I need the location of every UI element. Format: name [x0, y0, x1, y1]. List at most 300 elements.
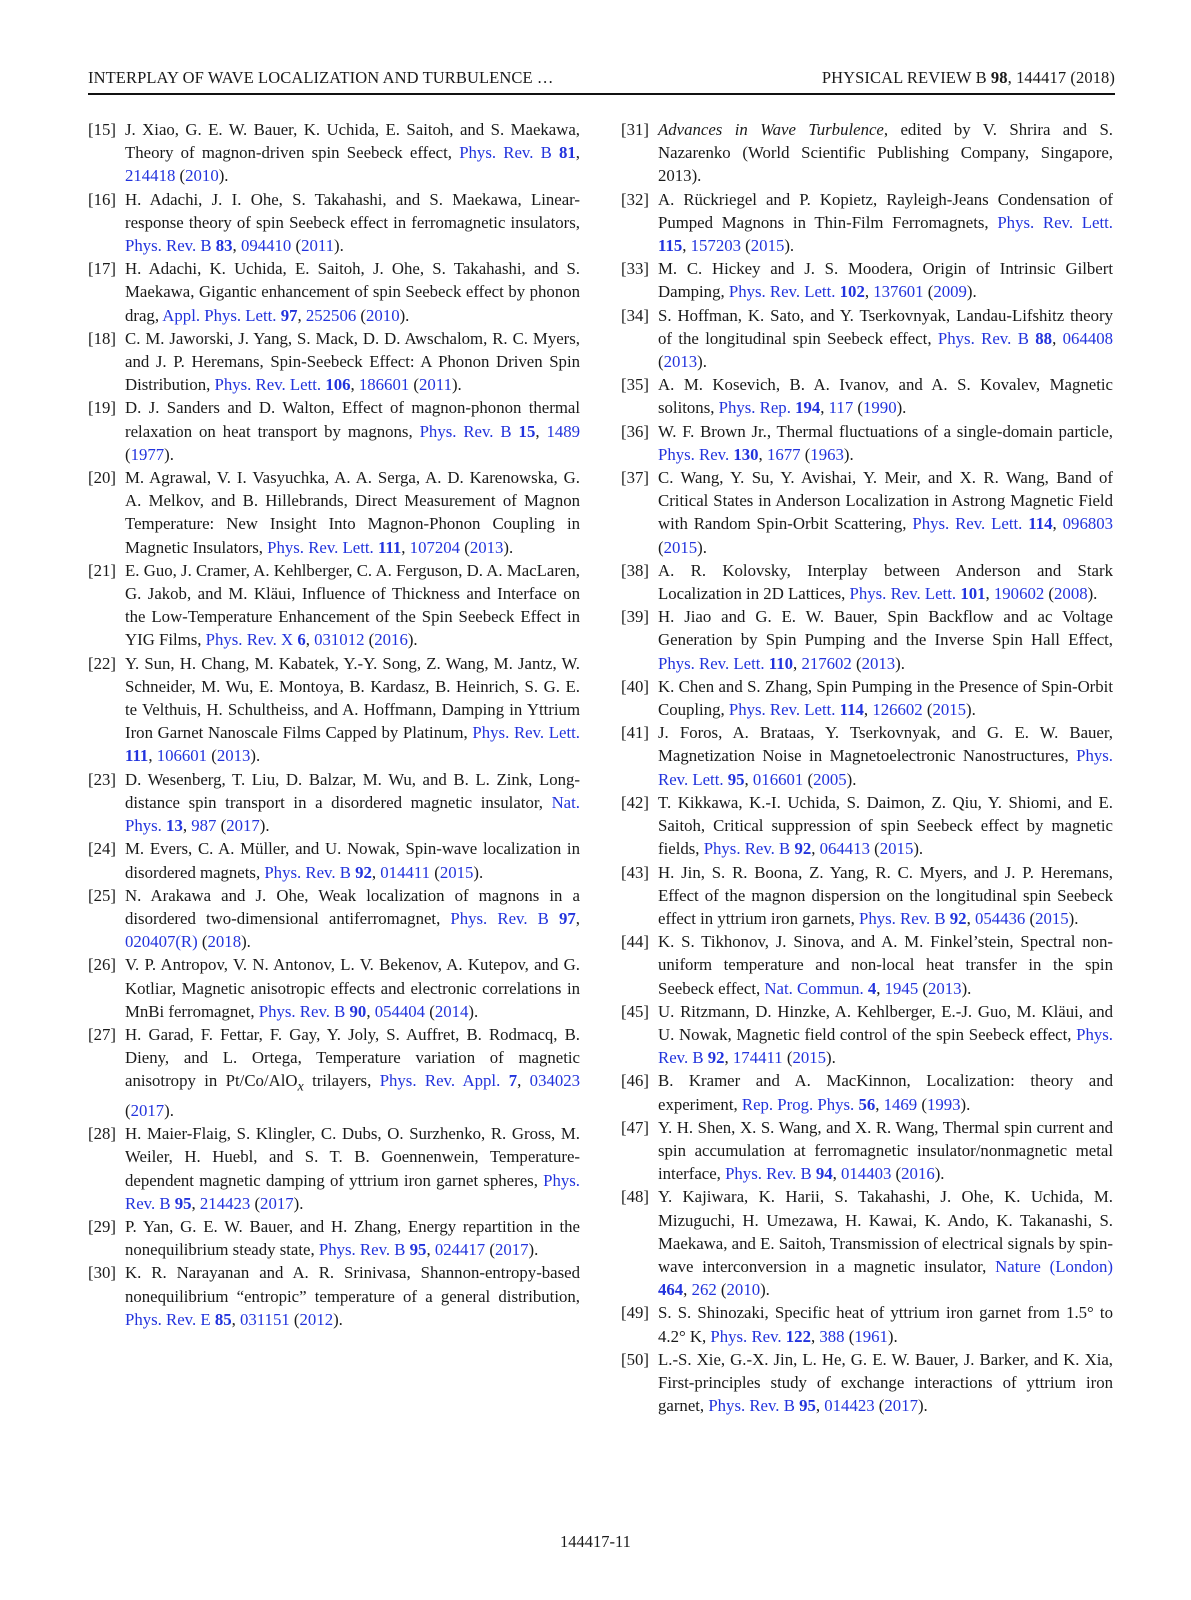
citation-link[interactable]: 1961 — [854, 1326, 888, 1346]
reference-text: ). — [451, 375, 462, 395]
volume-link[interactable]: 111 — [125, 746, 149, 766]
reference-text: L.-S. Xie, G.-X. Jin, L. He, G. E. W. Bauer, J. Barker, and K. Xia, First-principles study of exchange interactions of yttrium iron garnet, — [658, 1349, 1113, 1416]
volume-link[interactable]: 464 — [658, 1280, 684, 1300]
citation-link[interactable]: Phys. Rev. Lett. — [472, 723, 580, 743]
citation-link[interactable]: Nat. Phys. — [125, 792, 580, 836]
reference-text: ). — [164, 1100, 174, 1120]
reference-number: [17] — [88, 259, 116, 279]
citation-link[interactable]: Phys. Rev. X — [205, 630, 298, 650]
reference-text: ). — [826, 1048, 836, 1068]
citation-link[interactable]: Appl. Phys. Lett. — [162, 305, 281, 325]
citation-link[interactable]: 2015 — [792, 1048, 826, 1068]
reference-text: , — [683, 1280, 692, 1300]
reference-text: H. Jin, S. R. Boona, Z. Yang, R. C. Myers, and J. P. Heremans, Effect of the magnon dispersion on the longitudinal spin Seebeck effect in yttrium iron garnets, — [658, 862, 1113, 928]
citation-link[interactable]: 1963 — [810, 444, 844, 464]
citation-link[interactable]: 094410 — [240, 236, 292, 256]
running-title: INTERPLAY OF WAVE LOCALIZATION AND TURBULENCE … — [88, 68, 554, 87]
volume-link[interactable]: 92 — [355, 862, 372, 882]
volume-link[interactable]: 4 — [867, 978, 877, 998]
citation-link[interactable]: Phys. Rev. Lett. — [728, 700, 840, 720]
citation-link[interactable]: 2013 — [663, 352, 698, 372]
reference-entry — [621, 861, 1113, 931]
reference-text: ( — [409, 375, 420, 395]
reference-text: A. M. Kosevich, B. A. Ivanov, and A. S. Kovalev, Magnetic solitons, — [658, 375, 1113, 418]
volume-link[interactable]: 83 — [215, 236, 233, 256]
reference-entry — [621, 675, 1113, 721]
citation-link[interactable]: Phys. Rev. B — [859, 908, 950, 928]
reference-entry — [621, 188, 1113, 258]
citation-link[interactable]: 107204 — [409, 537, 461, 557]
volume-link[interactable]: 194 — [795, 398, 821, 418]
reference-text: ). — [399, 305, 410, 325]
reference-number: [34] — [621, 305, 649, 325]
reference-entry — [88, 396, 580, 466]
reference-entry — [88, 652, 580, 768]
citation-link[interactable]: 2015 — [663, 537, 698, 557]
reference-entry — [88, 768, 580, 838]
citation-link[interactable]: 2016 — [374, 630, 408, 650]
reference-entry — [621, 466, 1113, 559]
reference-text: ). — [407, 630, 418, 650]
reference-text: , — [297, 305, 306, 325]
citation-link[interactable]: 117 — [828, 398, 854, 418]
citation-link[interactable]: 1993 — [926, 1094, 961, 1114]
reference-text: ). — [473, 862, 484, 882]
volume-link[interactable]: 81 — [559, 143, 576, 163]
reference-number: [47] — [621, 1117, 649, 1137]
reference-text: ( — [874, 1396, 885, 1416]
reference-text: ). — [887, 1326, 898, 1346]
volume-link[interactable]: 114 — [1028, 514, 1053, 534]
citation-link[interactable]: Phys. Rev. B — [703, 839, 795, 859]
reference-text: , — [232, 236, 241, 256]
reference-number: [36] — [621, 421, 649, 441]
citation-link[interactable]: Phys. Rev. Lett. — [658, 653, 769, 673]
citation-link[interactable]: Phys. Rev. B — [725, 1164, 816, 1184]
reference-entry — [621, 791, 1113, 861]
reference-entry — [88, 953, 580, 1023]
citation-link[interactable]: 217602 — [801, 653, 852, 673]
citation-link[interactable]: 016601 — [752, 769, 804, 789]
reference-text: ( — [1044, 584, 1055, 604]
references-column-left — [88, 118, 580, 1331]
reference-number: [29] — [88, 1216, 116, 1236]
volume-link[interactable]: 110 — [768, 653, 794, 673]
citation-link[interactable]: 064408 — [1062, 328, 1113, 348]
citation-link[interactable]: 987 — [191, 816, 217, 836]
reference-text: ). — [846, 769, 857, 789]
reference-entry — [621, 721, 1113, 791]
reference-text: ). — [1087, 584, 1098, 604]
citation-link[interactable]: 2017 — [494, 1240, 529, 1260]
citation-link[interactable]: 2010 — [726, 1280, 761, 1300]
volume-link[interactable]: 7 — [508, 1071, 518, 1091]
reference-text: ( — [356, 305, 367, 325]
reference-text: , — [231, 1309, 240, 1329]
citation-link[interactable]: 2010 — [366, 305, 400, 325]
reference-entry — [88, 884, 580, 954]
article-number-year: , 144417 (2018) — [1007, 68, 1115, 87]
reference-text: ( — [460, 537, 470, 557]
reference-entry — [621, 559, 1113, 605]
reference-entry — [621, 420, 1113, 466]
reference-text: ( — [364, 630, 375, 650]
citation-link[interactable]: Rep. Prog. Phys. — [741, 1094, 859, 1114]
volume-link[interactable]: 111 — [377, 537, 402, 557]
citation-link[interactable]: 024417 — [434, 1240, 486, 1260]
journal-volume: 98 — [990, 68, 1008, 87]
reference-text: , — [864, 282, 874, 302]
reference-entry — [88, 1261, 580, 1331]
reference-text: ( — [716, 1280, 727, 1300]
citation-link[interactable]: 2017 — [884, 1396, 918, 1416]
citation-link[interactable]: Phys. Rev. Lett. — [849, 584, 961, 604]
volume-link[interactable]: 15 — [518, 421, 536, 441]
citation-link[interactable]: 1990 — [863, 398, 897, 418]
volume-link[interactable]: 88 — [1035, 328, 1053, 348]
citation-link[interactable]: 2016 — [901, 1164, 935, 1184]
citation-link[interactable]: 2018 — [207, 932, 242, 952]
citation-link[interactable]: 2015 — [750, 236, 785, 256]
reference-entry — [88, 1215, 580, 1261]
citation-link[interactable]: 2013 — [861, 653, 896, 673]
reference-text: ( — [425, 1001, 435, 1021]
reference-text: ). — [468, 1001, 479, 1021]
volume-link[interactable]: 94 — [815, 1164, 833, 1184]
reference-text: J. Xiao, G. E. W. Bauer, K. Uchida, E. Saitoh, and S. Maekawa, Theory of magnon-driven spin Seebeck effect, — [125, 120, 580, 163]
volume-link[interactable]: 6 — [297, 630, 306, 650]
citation-link[interactable]: 1469 — [883, 1094, 918, 1114]
reference-text: K. R. Narayanan and A. R. Srinivasa, Shannon-entropy-based nonequilibrium “entropic” temperature of a general distribution, — [125, 1263, 580, 1306]
citation-link[interactable]: 126602 — [872, 700, 923, 720]
reference-text: , — [815, 1396, 825, 1416]
citation-link[interactable]: 1677 — [766, 444, 801, 464]
reference-text: K. S. Tikhonov, J. Sinova, and A. M. Finkel’stein, Spectral non-uniform temperature and non-local heat transfer in the spin Seebeck effect, — [658, 932, 1113, 998]
italic-text: Advances in Wave Turbulence — [658, 120, 884, 139]
citation-link[interactable]: Phys. Rev. — [658, 444, 734, 464]
citation-link[interactable]: 054436 — [974, 908, 1026, 928]
citation-link[interactable]: 1489 — [546, 421, 581, 441]
citation-link[interactable]: Phys. Rev. Lett. — [728, 282, 840, 302]
reference-text: ( — [125, 444, 131, 464]
reference-text: T. Kikkawa, K.-I. Uchida, S. Daimon, Z. Qiu, Y. Shiomi, and E. Saitoh, Critical suppression of spin Seebeck effect by magnetic fields, — [658, 792, 1113, 859]
citation-link[interactable]: Phys. Rev. B — [318, 1240, 410, 1260]
citation-link[interactable]: 106601 — [156, 746, 208, 766]
citation-link[interactable]: Phys. Rev. B — [450, 908, 560, 928]
reference-text: , — [863, 700, 873, 720]
citation-link[interactable]: Phys. Rev. Lett. — [997, 212, 1114, 232]
citation-link[interactable]: Phys. Rev. B — [258, 1001, 350, 1021]
reference-text: ( — [1025, 908, 1036, 928]
reference-text: ). — [913, 839, 924, 859]
citation-link[interactable]: Phys. Rev. B — [419, 421, 519, 441]
reference-text: ). — [1068, 908, 1079, 928]
reference-text: W. F. Brown Jr., Thermal fluctuations of a single-domain particle, — [658, 421, 1113, 441]
reference-text: U. Ritzmann, D. Hinzke, A. Kehlberger, E.-J. Guo, M. Kläui, and U. Nowak, Magnetic field control of the spin Seebeck effect, — [658, 1001, 1113, 1044]
reference-text: J. Foros, A. Brataas, Y. Tserkovnyak, and G. E. W. Bauer, Magnetization Noise in Magnetoelectronic Nanostructures, — [658, 723, 1113, 766]
citation-link[interactable]: Nature (London) — [995, 1256, 1114, 1276]
citation-link[interactable]: Phys. Rep. — [718, 398, 796, 418]
reference-entry — [621, 257, 1113, 303]
citation-link[interactable]: 2015 — [1035, 908, 1069, 928]
reference-text: ( — [782, 1048, 793, 1068]
reference-text: ). — [966, 282, 977, 302]
citation-link[interactable]: 2013 — [928, 978, 962, 998]
citation-link[interactable]: 2012 — [299, 1309, 334, 1329]
volume-link[interactable]: 13 — [166, 816, 183, 836]
reference-text: , — [810, 1326, 820, 1346]
citation-link[interactable]: 096803 — [1062, 514, 1113, 534]
reference-text: , — [744, 769, 753, 789]
reference-text: ). — [697, 352, 707, 372]
reference-number: [20] — [88, 468, 116, 488]
citation-link[interactable]: 1945 — [884, 978, 919, 998]
reference-text: , — [1052, 514, 1063, 534]
reference-text: , — [350, 375, 359, 395]
reference-text: Y. Sun, H. Chang, M. Kabatek, Y.-Y. Song, Z. Wang, M. Jantz, W. Schneider, M. Wu, E. Montoya, B. Kardasz, B. Heinrich, S. G. E. te Velthuis, H. Schultheiss, and A. Hoffmann, Damping in Yttrium Iron Garnet Nanoscale Films Capped by Platinum, — [125, 653, 580, 743]
volume-link[interactable]: 90 — [349, 1001, 367, 1021]
reference-number: [42] — [621, 792, 649, 812]
volume-link[interactable]: 92 — [949, 908, 967, 928]
reference-text: ( — [922, 700, 933, 720]
citation-link[interactable]: Phys. Rev. Lett. — [214, 375, 326, 395]
reference-text: , — [575, 143, 580, 163]
reference-text: , — [682, 236, 691, 256]
reference-number: [32] — [621, 189, 649, 209]
reference-text: N. Arakawa and J. Ohe, Weak localization of magnons in a disordered two-dimensional antiferromagnet, — [125, 885, 580, 928]
volume-link[interactable]: 130 — [733, 444, 759, 464]
citation-link[interactable]: 034023 — [529, 1071, 581, 1091]
reference-text: ( — [851, 653, 862, 673]
volume-link[interactable]: 122 — [785, 1326, 811, 1346]
citation-link[interactable]: 388 — [819, 1326, 845, 1346]
reference-text: ( — [430, 862, 440, 882]
volume-link[interactable]: 92 — [794, 839, 812, 859]
reference-entry — [88, 559, 580, 652]
reference-entry — [621, 1185, 1113, 1301]
reference-text: ). — [697, 537, 707, 557]
reference-number: [24] — [88, 839, 116, 859]
citation-link[interactable]: 214423 — [199, 1193, 251, 1213]
citation-link[interactable]: 2013 — [469, 537, 504, 557]
citation-link[interactable]: 2014 — [434, 1001, 469, 1021]
citation-link[interactable]: 252506 — [305, 305, 357, 325]
reference-number: [22] — [88, 653, 116, 673]
reference-text: Y. H. Shen, X. S. Wang, and X. R. Wang, Thermal spin current and spin accumulation at ferromagnetic insulator/nonmagnetic metal interface, — [658, 1117, 1113, 1184]
reference-text: S. S. Shinozaki, Specific heat of yttrium iron garnet from 1.5° to 4.2° K, — [658, 1303, 1113, 1346]
reference-text: H. Jiao and G. E. W. Bauer, Spin Backflow and ac Voltage Generation by Spin Pumping and the Inverse Spin Hall Effect, — [658, 607, 1113, 650]
reference-text: ( — [869, 839, 880, 859]
reference-text: ). — [895, 653, 905, 673]
volume-link[interactable]: 85 — [214, 1309, 232, 1329]
citation-link[interactable]: 2015 — [439, 862, 474, 882]
reference-number: [15] — [88, 120, 116, 139]
citation-link[interactable]: Phys. Rev. B — [459, 143, 560, 163]
reference-text: ( — [844, 1326, 855, 1346]
reference-number: [18] — [88, 328, 116, 348]
reference-number: [35] — [621, 375, 649, 395]
reference-text: ). — [843, 444, 854, 464]
volume-link[interactable]: 95 — [409, 1240, 427, 1260]
reference-number: [19] — [88, 398, 116, 418]
citation-link[interactable]: 2013 — [216, 746, 251, 766]
reference-text: ). — [293, 1193, 304, 1213]
reference-text: , — [575, 908, 580, 928]
reference-text: ). — [917, 1396, 928, 1416]
citation-link[interactable]: Phys. Rev. B — [125, 236, 216, 256]
reference-number: [45] — [621, 1001, 649, 1021]
citation-link[interactable]: 2017 — [130, 1100, 165, 1120]
citation-link[interactable]: 2011 — [419, 375, 452, 395]
reference-text: , — [401, 537, 410, 557]
citation-link[interactable]: 054404 — [374, 1001, 426, 1021]
reference-text: D. J. Sanders and D. Walton, Effect of magnon-phonon thermal relaxation on heat transport by magnons, — [125, 398, 580, 441]
reference-text: V. P. Antropov, V. N. Antonov, L. V. Bekenov, A. Kutepov, and G. Kotliar, Magnetic anisotropic effects and electronic correlations in MnBi ferromagnet, — [125, 955, 580, 1021]
reference-entry — [88, 837, 580, 883]
reference-text: D. Wesenberg, T. Liu, D. Balzar, M. Wu, and B. L. Zink, Long-distance spin transport in a disordered magnetic insulator, — [125, 769, 580, 812]
citation-link[interactable]: 014411 — [380, 862, 431, 882]
volume-link[interactable]: 106 — [325, 375, 351, 395]
reference-number: [31] — [621, 120, 649, 139]
citation-link[interactable]: 2017 — [226, 816, 260, 836]
reference-text: , — [793, 653, 802, 673]
citation-link[interactable]: 262 — [691, 1280, 717, 1300]
citation-link[interactable]: Phys. Rev. B — [125, 1170, 580, 1213]
reference-text: ). — [966, 700, 976, 720]
reference-text: C. Wang, Y. Su, Y. Avishai, Y. Meir, and X. R. Wang, Band of Critical States in Anderson Localization in Astrong Magnetic Field with Random Spin-Orbit Scattering, — [658, 468, 1113, 534]
citation-link[interactable]: Phys. Rev. B — [708, 1396, 800, 1416]
citation-link[interactable]: 2005 — [813, 769, 847, 789]
reference-text: K. Chen and S. Zhang, Spin Pumping in the Presence of Spin-Orbit Coupling, — [658, 676, 1113, 720]
citation-link[interactable]: 186601 — [358, 375, 410, 395]
citation-link[interactable]: 2011 — [301, 236, 335, 256]
citation-link[interactable]: 137601 — [873, 282, 924, 302]
reference-entry — [621, 1069, 1113, 1115]
citation-link[interactable]: 020407(R) — [125, 932, 198, 952]
reference-text: , — [875, 1094, 884, 1114]
volume-link[interactable]: 97 — [559, 908, 576, 928]
reference-entry — [88, 257, 580, 327]
reference-number: [21] — [88, 560, 116, 580]
citation-link[interactable]: 214418 — [125, 166, 176, 186]
reference-entry — [88, 1122, 580, 1215]
reference-text: , — [820, 398, 829, 418]
volume-link[interactable]: 97 — [280, 305, 298, 325]
citation-link[interactable]: 2008 — [1054, 584, 1088, 604]
reference-text: trilayers, — [303, 1071, 380, 1091]
reference-entry — [88, 118, 580, 188]
volume-link[interactable]: 101 — [960, 584, 986, 604]
citation-link[interactable]: Phys. Rev. Lett. — [267, 537, 378, 557]
reference-text: ( — [853, 398, 864, 418]
reference-entry — [621, 118, 1113, 188]
reference-text: ( — [923, 282, 934, 302]
volume-link[interactable]: 115 — [658, 236, 683, 256]
reference-number: [40] — [621, 676, 649, 696]
reference-text: , — [366, 1001, 375, 1021]
volume-link[interactable]: 95 — [799, 1396, 816, 1416]
citation-link[interactable]: 031151 — [240, 1309, 290, 1329]
citation-link[interactable]: 2010 — [185, 166, 219, 186]
reference-text: , — [148, 746, 157, 766]
volume-link[interactable]: 95 — [174, 1193, 192, 1213]
citation-link[interactable]: 064413 — [819, 839, 870, 859]
reference-text: ( — [803, 769, 814, 789]
journal-name: PHYSICAL REVIEW B — [821, 68, 991, 87]
citation-link[interactable]: Phys. Rev. Lett. — [912, 514, 1029, 534]
citation-link[interactable]: 2009 — [933, 282, 967, 302]
volume-link[interactable]: 102 — [839, 282, 865, 302]
citation-link[interactable]: Phys. Rev. B — [264, 862, 356, 882]
citation-link[interactable]: 2015 — [879, 839, 914, 859]
citation-link[interactable]: 174411 — [732, 1048, 783, 1068]
volume-link[interactable]: 95 — [727, 769, 745, 789]
citation-link[interactable]: 1977 — [130, 444, 165, 464]
citation-link[interactable]: Phys. Rev. Lett. — [658, 746, 1113, 789]
reference-entry — [88, 327, 580, 397]
citation-link[interactable]: Phys. Rev. B — [658, 1024, 1113, 1068]
reference-text: ( — [485, 1240, 495, 1260]
citation-link[interactable]: 014423 — [824, 1396, 875, 1416]
reference-number: [33] — [621, 259, 649, 279]
citation-link[interactable]: 157203 — [690, 236, 741, 256]
reference-text: ). — [164, 444, 174, 464]
citation-link[interactable]: Phys. Rev. Appl. — [379, 1071, 509, 1091]
reference-text: ). — [334, 236, 344, 256]
volume-link[interactable]: 92 — [707, 1048, 725, 1068]
volume-link[interactable]: 114 — [839, 700, 864, 720]
citation-link[interactable]: Phys. Rev. B — [937, 328, 1036, 348]
citation-link[interactable]: Phys. Rev. — [710, 1326, 786, 1346]
reference-text: ). — [934, 1164, 945, 1184]
citation-link[interactable]: Phys. Rev. E — [125, 1309, 215, 1329]
reference-text: ). — [333, 1309, 343, 1329]
citation-link[interactable]: 014403 — [841, 1164, 892, 1184]
reference-text: M. Evers, C. A. Müller, and U. Nowak, Spin-wave localization in disordered magnets, — [125, 839, 580, 882]
reference-text: ( — [658, 537, 664, 557]
citation-link[interactable]: 190602 — [993, 584, 1045, 604]
header-rule — [88, 93, 1115, 95]
reference-entry — [621, 1000, 1113, 1070]
reference-entry — [621, 605, 1113, 675]
reference-number: [41] — [621, 723, 649, 743]
reference-entry — [621, 1301, 1113, 1347]
reference-entry — [621, 1348, 1113, 1418]
reference-text: P. Yan, G. E. W. Bauer, and H. Zhang, Energy repartition in the nonequilibrium steady state, — [125, 1216, 580, 1260]
reference-text: ( — [800, 444, 811, 464]
reference-text: ( — [917, 1094, 927, 1114]
reference-number: [27] — [88, 1024, 116, 1044]
reference-number: [28] — [88, 1124, 116, 1144]
reference-text: ). — [218, 166, 229, 186]
reference-text: C. M. Jaworski, J. Yang, S. Mack, D. D. Awschalom, R. C. Myers, and J. P. Heremans, Spin-Seebeck Effect: A Phonon Driven Spin Distribution, — [125, 328, 580, 395]
reference-text: , — [811, 839, 820, 859]
reference-text: ). — [259, 816, 270, 836]
reference-entry — [88, 466, 580, 559]
citation-link[interactable]: 2017 — [260, 1193, 294, 1213]
citation-link[interactable]: Nat. Commun. — [764, 978, 868, 998]
reference-entry — [88, 188, 580, 258]
volume-link[interactable]: 56 — [858, 1094, 876, 1114]
reference-entry — [621, 930, 1113, 1000]
reference-text: M. C. Hickey and J. S. Moodera, Origin of Intrinsic Gilbert Damping, — [658, 259, 1113, 302]
citation-link[interactable]: 031012 — [314, 630, 365, 650]
citation-link[interactable]: 2015 — [932, 700, 967, 720]
reference-number: [46] — [621, 1071, 649, 1091]
reference-text: , — [1052, 328, 1063, 348]
reference-number: [30] — [88, 1263, 116, 1283]
reference-text: , — [535, 421, 547, 441]
